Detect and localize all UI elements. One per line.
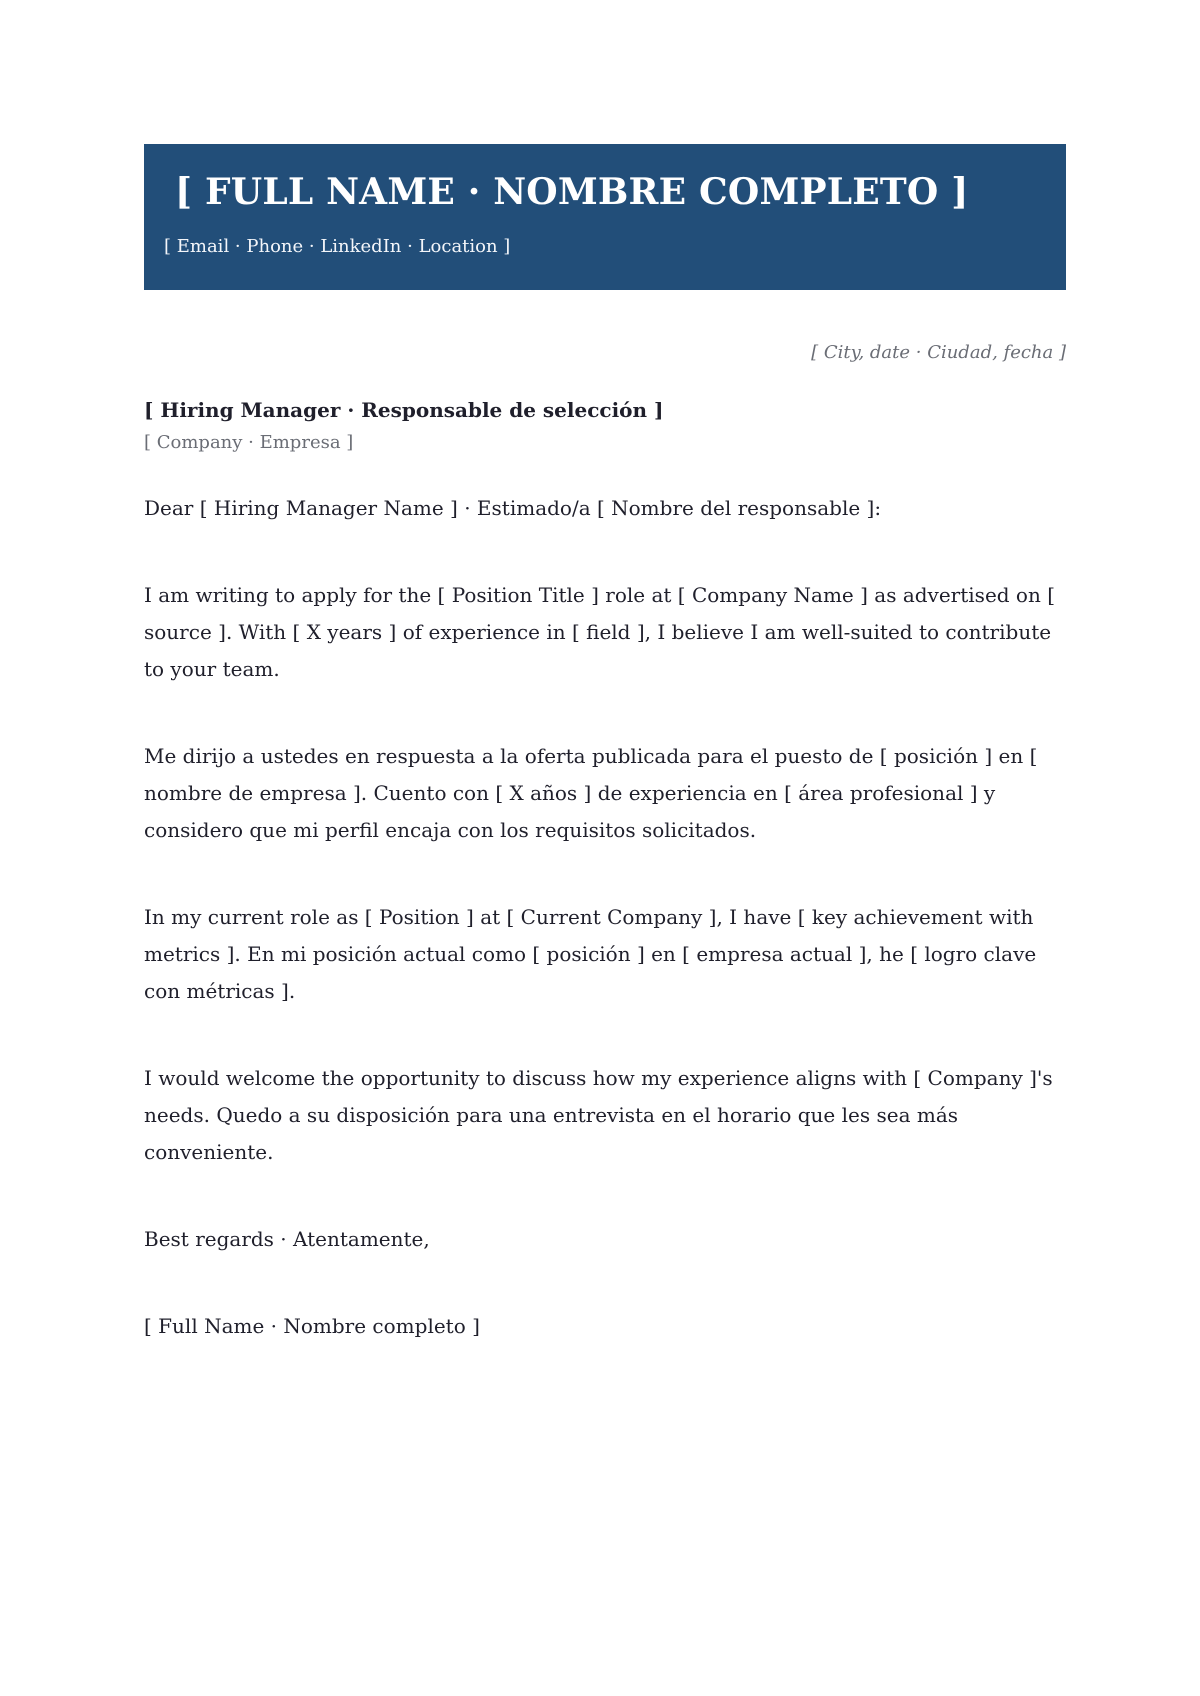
body-paragraph: In my current role as [ Position ] at [ Current Company ], I have [ key achievement with metrics ]. En mi posición actual como [ posición ] en [ empresa actual ], he [ logro clave con métricas ]. [144,905,1037,1003]
closing: Best regards · Atentamente, [144,1227,430,1251]
body-paragraph: I am writing to apply for the [ Position Title ] role at [ Company Name ] as advertised on [ source ]. With [ X years ] of experience in [ field ], I believe I am well-suited to contribute to your team. [144,583,1056,681]
signature: [ Full Name · Nombre completo ] [144,1314,480,1338]
applicant-name: [ FULL NAME · NOMBRE COMPLETO ] [175,171,969,213]
header-banner [144,144,1066,290]
recipient-company: [ Company · Empresa ] [144,432,354,453]
date-line: [ City, date · Ciudad, fecha ] [811,342,1066,363]
contact-line: [ Email · Phone · LinkedIn · Location ] [164,236,511,257]
salutation: Dear [ Hiring Manager Name ] · Estimado/a [ Nombre del responsable ]: [144,496,882,520]
body-paragraph: Me dirijo a ustedes en respuesta a la oferta publicada para el puesto de [ posición ] en [ nombre de empresa ]. Cuento con [ X años ] de experiencia en [ área profesional ] y considero que mi perfil encaja con los requisitos solicitados. [144,744,1038,842]
recipient-name: [ Hiring Manager · Responsable de selección ] [144,398,664,422]
body-paragraph: I would welcome the opportunity to discuss how my experience aligns with [ Company ]'s needs. Quedo a su disposición para una entrevista en el horario que les sea más conveniente. [144,1066,1053,1164]
letter-body [144,490,1074,1395]
